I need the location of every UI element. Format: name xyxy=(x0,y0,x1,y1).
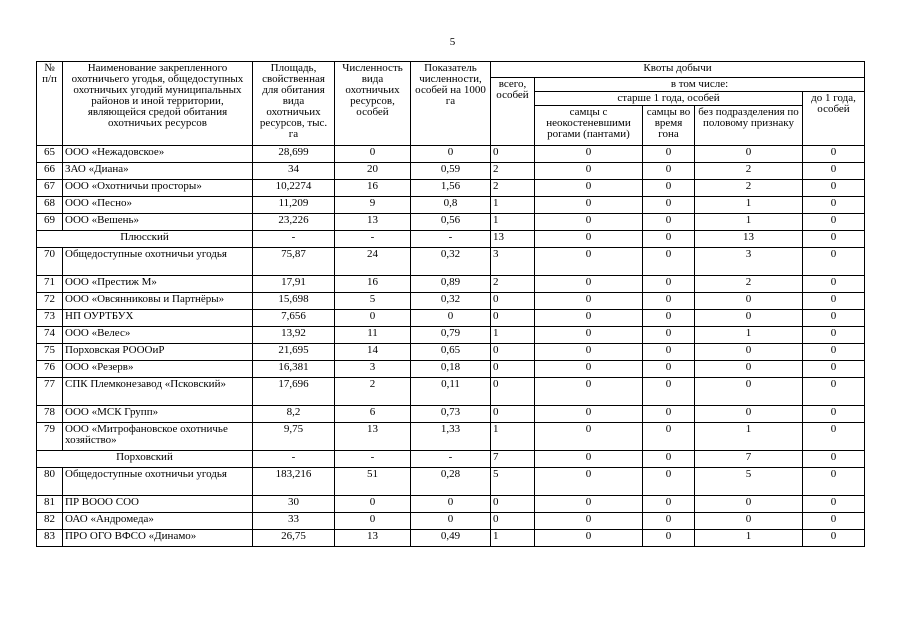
cell-young: 0 xyxy=(803,406,865,423)
cell-young: 0 xyxy=(803,423,865,451)
header-males-rut: самцы во время гона xyxy=(643,106,695,146)
cell-nosex: 0 xyxy=(695,310,803,327)
header-older: старше 1 года, особей xyxy=(535,92,803,106)
table-row xyxy=(37,197,865,214)
cell-rut: 0 xyxy=(643,248,695,276)
table-row xyxy=(37,378,865,406)
cell-area: - xyxy=(253,451,335,468)
cell-nosex: 1 xyxy=(695,327,803,344)
cell-count: - xyxy=(335,451,411,468)
table-row xyxy=(37,361,865,378)
cell-nosex: 2 xyxy=(695,180,803,197)
cell-density: 0 xyxy=(411,310,491,327)
cell-density: 0,89 xyxy=(411,276,491,293)
cell-num: 74 xyxy=(37,327,63,344)
cell-nosex: 0 xyxy=(695,361,803,378)
cell-antlers: 0 xyxy=(535,530,643,547)
cell-density: 0 xyxy=(411,146,491,163)
cell-rut: 0 xyxy=(643,146,695,163)
cell-name: ЗАО «Диана» xyxy=(63,163,253,180)
cell-name: ООО «Митрофановское охотничье хозяйство» xyxy=(63,423,253,451)
cell-density: 0,49 xyxy=(411,530,491,547)
table-row xyxy=(37,146,865,163)
cell-antlers: 0 xyxy=(535,496,643,513)
page-number: 5 xyxy=(449,36,456,48)
cell-nosex: 13 xyxy=(695,231,803,248)
cell-name: ПРО ОГО ВФСО «Динамо» xyxy=(63,530,253,547)
hunting-quota-table xyxy=(36,61,865,547)
cell-count: 0 xyxy=(335,496,411,513)
cell-rut: 0 xyxy=(643,513,695,530)
cell-density: 0,11 xyxy=(411,378,491,406)
cell-young: 0 xyxy=(803,163,865,180)
table-row xyxy=(37,530,865,547)
cell-antlers: 0 xyxy=(535,180,643,197)
cell-young: 0 xyxy=(803,180,865,197)
cell-density: 0,32 xyxy=(411,248,491,276)
table-row xyxy=(37,496,865,513)
cell-antlers: 0 xyxy=(535,248,643,276)
table-row xyxy=(37,468,865,496)
cell-name: НП ОУРТБУХ xyxy=(63,310,253,327)
cell-total: 1 xyxy=(491,214,535,231)
cell-antlers: 0 xyxy=(535,468,643,496)
cell-total: 1 xyxy=(491,327,535,344)
cell-num: 73 xyxy=(37,310,63,327)
cell-density: 0,32 xyxy=(411,293,491,310)
cell-antlers: 0 xyxy=(535,214,643,231)
header-no-sex: без подразделения по половому признаку xyxy=(695,106,803,146)
cell-antlers: 0 xyxy=(535,310,643,327)
header-area: Площадь, свойственная для обитания вида охотничьих ресурсов, тыс. га xyxy=(253,62,335,146)
cell-rut: 0 xyxy=(643,423,695,451)
cell-density: 0,59 xyxy=(411,163,491,180)
table-row xyxy=(37,406,865,423)
cell-count: 0 xyxy=(335,146,411,163)
cell-rut: 0 xyxy=(643,327,695,344)
cell-rut: 0 xyxy=(643,361,695,378)
cell-name: СПК Племконезавод «Псковский» xyxy=(63,378,253,406)
cell-young: 0 xyxy=(803,327,865,344)
cell-num: 83 xyxy=(37,530,63,547)
cell-count: 13 xyxy=(335,423,411,451)
cell-nosex: 5 xyxy=(695,468,803,496)
cell-name: ООО «Велес» xyxy=(63,327,253,344)
cell-num: 70 xyxy=(37,248,63,276)
cell-young: 0 xyxy=(803,293,865,310)
cell-antlers: 0 xyxy=(535,513,643,530)
table-row xyxy=(37,344,865,361)
cell-total: 0 xyxy=(491,406,535,423)
cell-total: 0 xyxy=(491,513,535,530)
cell-area: 33 xyxy=(253,513,335,530)
cell-rut: 0 xyxy=(643,406,695,423)
cell-rut: 0 xyxy=(643,310,695,327)
district-name: Плюсский xyxy=(37,231,253,248)
cell-name: ООО «Песно» xyxy=(63,197,253,214)
header-density: Показатель численности, особей на 1000 га xyxy=(411,62,491,146)
table-row xyxy=(37,513,865,530)
cell-name: ПР ВООО СОО xyxy=(63,496,253,513)
cell-name: ООО «МСК Групп» xyxy=(63,406,253,423)
cell-area: 17,91 xyxy=(253,276,335,293)
cell-young: 0 xyxy=(803,310,865,327)
cell-nosex: 0 xyxy=(695,378,803,406)
cell-density: - xyxy=(411,231,491,248)
cell-count: 3 xyxy=(335,361,411,378)
cell-young: 0 xyxy=(803,146,865,163)
header-name: Наименование закрепленного охотничьего угодья, общедоступных охотничьих угодий муниципальных районов и иной территории, являющейся средой обитания охотничьих ресурсов xyxy=(63,62,253,146)
cell-young: 0 xyxy=(803,248,865,276)
cell-young: 0 xyxy=(803,496,865,513)
table-row xyxy=(37,163,865,180)
cell-nosex: 1 xyxy=(695,530,803,547)
district-name: Порховский xyxy=(37,451,253,468)
cell-count: 13 xyxy=(335,214,411,231)
cell-total: 7 xyxy=(491,451,535,468)
cell-nosex: 2 xyxy=(695,276,803,293)
cell-area: 30 xyxy=(253,496,335,513)
cell-count: 20 xyxy=(335,163,411,180)
cell-total: 1 xyxy=(491,530,535,547)
cell-nosex: 1 xyxy=(695,214,803,231)
cell-name: Порховская РОООиР xyxy=(63,344,253,361)
cell-total: 3 xyxy=(491,248,535,276)
cell-num: 77 xyxy=(37,378,63,406)
cell-count: 11 xyxy=(335,327,411,344)
cell-num: 78 xyxy=(37,406,63,423)
table-row xyxy=(37,248,865,276)
cell-area: 11,209 xyxy=(253,197,335,214)
cell-total: 0 xyxy=(491,496,535,513)
cell-young: 0 xyxy=(803,276,865,293)
header-males-antlers: самцы с неокостеневшими рогами (пантами) xyxy=(535,106,643,146)
cell-rut: 0 xyxy=(643,180,695,197)
cell-antlers: 0 xyxy=(535,344,643,361)
header-num: № п/п xyxy=(37,62,63,146)
cell-antlers: 0 xyxy=(535,276,643,293)
cell-num: 68 xyxy=(37,197,63,214)
header-total: всего, особей xyxy=(491,78,535,146)
cell-nosex: 0 xyxy=(695,344,803,361)
cell-total: 1 xyxy=(491,197,535,214)
cell-density: 0,73 xyxy=(411,406,491,423)
cell-antlers: 0 xyxy=(535,451,643,468)
cell-antlers: 0 xyxy=(535,406,643,423)
cell-num: 76 xyxy=(37,361,63,378)
cell-nosex: 0 xyxy=(695,293,803,310)
header-under-one: до 1 года, особей xyxy=(803,92,865,146)
cell-nosex: 0 xyxy=(695,513,803,530)
cell-total: 0 xyxy=(491,146,535,163)
cell-name: ООО «Нежадовское» xyxy=(63,146,253,163)
cell-name: Общедоступные охотничьи угодья xyxy=(63,248,253,276)
cell-antlers: 0 xyxy=(535,197,643,214)
cell-count: 51 xyxy=(335,468,411,496)
cell-name: ОАО «Андромеда» xyxy=(63,513,253,530)
cell-rut: 0 xyxy=(643,496,695,513)
cell-young: 0 xyxy=(803,197,865,214)
cell-area: 13,92 xyxy=(253,327,335,344)
cell-area: 23,226 xyxy=(253,214,335,231)
cell-rut: 0 xyxy=(643,530,695,547)
cell-antlers: 0 xyxy=(535,423,643,451)
cell-num: 75 xyxy=(37,344,63,361)
district-row xyxy=(37,231,865,248)
cell-count: 9 xyxy=(335,197,411,214)
cell-area: 17,696 xyxy=(253,378,335,406)
cell-total: 5 xyxy=(491,468,535,496)
cell-count: - xyxy=(335,231,411,248)
cell-antlers: 0 xyxy=(535,327,643,344)
cell-young: 0 xyxy=(803,451,865,468)
cell-density: 0 xyxy=(411,513,491,530)
cell-density: 0,56 xyxy=(411,214,491,231)
cell-antlers: 0 xyxy=(535,146,643,163)
cell-young: 0 xyxy=(803,344,865,361)
cell-total: 0 xyxy=(491,310,535,327)
cell-count: 0 xyxy=(335,310,411,327)
cell-density: 0,65 xyxy=(411,344,491,361)
table-body xyxy=(37,146,865,547)
cell-num: 69 xyxy=(37,214,63,231)
cell-total: 0 xyxy=(491,378,535,406)
cell-num: 81 xyxy=(37,496,63,513)
cell-nosex: 0 xyxy=(695,496,803,513)
header-including: в том числе: xyxy=(535,78,865,92)
cell-total: 0 xyxy=(491,293,535,310)
cell-total: 0 xyxy=(491,361,535,378)
cell-rut: 0 xyxy=(643,163,695,180)
cell-count: 6 xyxy=(335,406,411,423)
cell-num: 67 xyxy=(37,180,63,197)
cell-young: 0 xyxy=(803,530,865,547)
cell-nosex: 3 xyxy=(695,248,803,276)
cell-nosex: 0 xyxy=(695,406,803,423)
cell-nosex: 2 xyxy=(695,163,803,180)
cell-area: 15,698 xyxy=(253,293,335,310)
cell-area: 8,2 xyxy=(253,406,335,423)
cell-rut: 0 xyxy=(643,344,695,361)
cell-antlers: 0 xyxy=(535,293,643,310)
cell-count: 24 xyxy=(335,248,411,276)
table-row xyxy=(37,293,865,310)
cell-density: 0,79 xyxy=(411,327,491,344)
cell-num: 72 xyxy=(37,293,63,310)
cell-nosex: 1 xyxy=(695,423,803,451)
cell-area: 7,656 xyxy=(253,310,335,327)
cell-antlers: 0 xyxy=(535,378,643,406)
cell-count: 16 xyxy=(335,276,411,293)
cell-area: 16,381 xyxy=(253,361,335,378)
cell-area: 28,699 xyxy=(253,146,335,163)
cell-area: 10,2274 xyxy=(253,180,335,197)
cell-antlers: 0 xyxy=(535,361,643,378)
cell-num: 82 xyxy=(37,513,63,530)
cell-antlers: 0 xyxy=(535,163,643,180)
cell-density: - xyxy=(411,451,491,468)
cell-density: 0,8 xyxy=(411,197,491,214)
cell-density: 1,33 xyxy=(411,423,491,451)
cell-young: 0 xyxy=(803,513,865,530)
table-row xyxy=(37,310,865,327)
cell-area: 26,75 xyxy=(253,530,335,547)
cell-num: 66 xyxy=(37,163,63,180)
cell-name: Общедоступные охотничьи угодья xyxy=(63,468,253,496)
cell-density: 0,18 xyxy=(411,361,491,378)
cell-young: 0 xyxy=(803,231,865,248)
cell-count: 2 xyxy=(335,378,411,406)
table-row xyxy=(37,423,865,451)
cell-nosex: 0 xyxy=(695,146,803,163)
cell-young: 0 xyxy=(803,214,865,231)
cell-area: - xyxy=(253,231,335,248)
cell-name: ООО «Резерв» xyxy=(63,361,253,378)
cell-count: 13 xyxy=(335,530,411,547)
cell-name: ООО «Вешень» xyxy=(63,214,253,231)
cell-rut: 0 xyxy=(643,276,695,293)
cell-young: 0 xyxy=(803,468,865,496)
cell-total: 2 xyxy=(491,180,535,197)
cell-young: 0 xyxy=(803,361,865,378)
cell-nosex: 7 xyxy=(695,451,803,468)
cell-area: 21,695 xyxy=(253,344,335,361)
cell-density: 0 xyxy=(411,496,491,513)
cell-name: ООО «Престиж М» xyxy=(63,276,253,293)
cell-count: 14 xyxy=(335,344,411,361)
cell-rut: 0 xyxy=(643,214,695,231)
cell-num: 80 xyxy=(37,468,63,496)
header-count: Численность вида охотничьих ресурсов, особей xyxy=(335,62,411,146)
cell-area: 34 xyxy=(253,163,335,180)
district-row xyxy=(37,451,865,468)
cell-rut: 0 xyxy=(643,378,695,406)
table-row xyxy=(37,180,865,197)
cell-count: 16 xyxy=(335,180,411,197)
cell-name: ООО «Овсянниковы и Партнёры» xyxy=(63,293,253,310)
cell-total: 2 xyxy=(491,163,535,180)
cell-density: 1,56 xyxy=(411,180,491,197)
header-quota: Квоты добычи xyxy=(491,62,865,78)
cell-nosex: 1 xyxy=(695,197,803,214)
cell-density: 0,28 xyxy=(411,468,491,496)
table-row xyxy=(37,214,865,231)
cell-total: 1 xyxy=(491,423,535,451)
cell-count: 5 xyxy=(335,293,411,310)
table-row xyxy=(37,276,865,293)
cell-young: 0 xyxy=(803,378,865,406)
cell-area: 9,75 xyxy=(253,423,335,451)
cell-area: 183,216 xyxy=(253,468,335,496)
cell-rut: 0 xyxy=(643,468,695,496)
cell-antlers: 0 xyxy=(535,231,643,248)
cell-total: 13 xyxy=(491,231,535,248)
cell-num: 71 xyxy=(37,276,63,293)
cell-rut: 0 xyxy=(643,451,695,468)
cell-rut: 0 xyxy=(643,197,695,214)
cell-rut: 0 xyxy=(643,293,695,310)
cell-count: 0 xyxy=(335,513,411,530)
cell-total: 0 xyxy=(491,344,535,361)
cell-total: 2 xyxy=(491,276,535,293)
cell-rut: 0 xyxy=(643,231,695,248)
cell-area: 75,87 xyxy=(253,248,335,276)
cell-num: 79 xyxy=(37,423,63,451)
table-row xyxy=(37,327,865,344)
cell-num: 65 xyxy=(37,146,63,163)
cell-name: ООО «Охотничьи просторы» xyxy=(63,180,253,197)
